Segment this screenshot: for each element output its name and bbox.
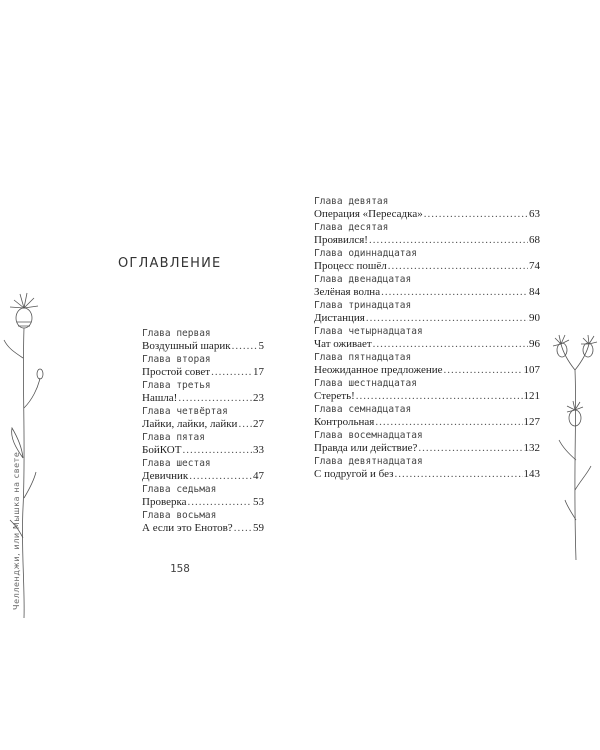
dot-leader <box>234 522 252 535</box>
dot-leader <box>182 444 252 457</box>
chapter-label: Глава девятнадцатая <box>314 456 423 467</box>
toc-entry[interactable] <box>314 378 540 404</box>
toc-entry[interactable] <box>314 352 540 378</box>
chapter-title: Операция «Пересадка» <box>314 208 423 220</box>
toc-entry[interactable] <box>314 222 540 248</box>
dot-leader <box>238 418 252 431</box>
chapter-title: Лайки, лайки, лайки <box>142 418 238 430</box>
page-number: 158 <box>170 562 190 575</box>
dot-leader <box>178 392 252 405</box>
page-ref: 47 <box>253 470 264 482</box>
chapter-label: Глава семнадцатая <box>314 404 412 415</box>
chapter-label: Глава одиннадцатая <box>314 248 417 259</box>
toc-entry[interactable] <box>142 406 264 432</box>
page-ref: 68 <box>529 234 540 246</box>
page-ref: 23 <box>253 392 264 404</box>
toc-entry[interactable] <box>314 456 540 482</box>
toc-entry[interactable] <box>142 510 264 536</box>
chapter-title: Зелёная волна <box>314 286 381 298</box>
chapter-label: Глава восемнадцатая <box>314 430 423 441</box>
dot-leader <box>366 312 528 325</box>
dot-leader <box>188 496 252 509</box>
chapter-title: Проверка <box>142 496 187 508</box>
page-ref: 63 <box>529 208 540 220</box>
chapter-title: Нашла! <box>142 392 178 404</box>
page-ref: 17 <box>253 366 264 378</box>
chapter-title: Стереть! <box>314 390 355 402</box>
toc-entry[interactable] <box>314 300 540 326</box>
toc-entry[interactable] <box>314 196 540 222</box>
chapter-title: Чат оживает <box>314 338 372 350</box>
vertical-caption: Челленджи, или Мышка на свете <box>12 451 21 610</box>
chapter-label: Глава пятнадцатая <box>314 352 412 363</box>
chapter-label: Глава восьмая <box>142 510 217 521</box>
page-ref: 59 <box>253 522 264 534</box>
page-ref: 127 <box>523 416 540 428</box>
page-ref: 96 <box>529 338 540 350</box>
chapter-title: Правда или действие? <box>314 442 418 454</box>
toc-entry[interactable] <box>142 328 264 354</box>
chapter-title: Неожиданное предложение <box>314 364 443 376</box>
chapter-label: Глава вторая <box>142 354 211 365</box>
page-ref: 27 <box>253 418 264 430</box>
toc-list-left <box>142 328 264 536</box>
dot-leader <box>373 338 528 351</box>
chapter-title: А если это Енотов? <box>142 522 233 534</box>
dot-leader <box>388 260 528 273</box>
toc-entry[interactable] <box>314 248 540 274</box>
chapter-title: Контрольная <box>314 416 375 428</box>
page-ref: 143 <box>523 468 540 480</box>
page-ref: 84 <box>529 286 540 298</box>
dot-leader <box>356 390 523 403</box>
dot-leader <box>189 470 252 483</box>
chapter-title: Процесс пошёл <box>314 260 387 272</box>
chapter-label: Глава двенадцатая <box>314 274 412 285</box>
chapter-label: Глава четвёртая <box>142 406 228 417</box>
chapter-title: Воздушный шарик <box>142 340 231 352</box>
chapter-label: Глава пятая <box>142 432 205 443</box>
chapter-label: Глава седьмая <box>142 484 217 495</box>
chapter-label: Глава шестая <box>142 458 211 469</box>
toc-entry[interactable] <box>142 458 264 484</box>
chapter-title: Простой совет <box>142 366 211 378</box>
dot-leader <box>375 416 522 429</box>
page-ref: 74 <box>529 260 540 272</box>
dot-leader <box>394 468 522 481</box>
toc-entry[interactable] <box>142 432 264 458</box>
page-ref: 5 <box>258 340 264 352</box>
toc-entry[interactable] <box>142 354 264 380</box>
toc-entry[interactable] <box>314 326 540 352</box>
toc-title: ОГЛАВЛЕНИЕ <box>118 256 222 271</box>
chapter-label: Глава тринадцатая <box>314 300 412 311</box>
chapter-title: С подругой и без <box>314 468 394 480</box>
page-ref: 107 <box>523 364 540 376</box>
dot-leader <box>369 234 528 247</box>
cornflower-bouquet-icon <box>551 330 599 560</box>
toc-entry[interactable] <box>142 484 264 510</box>
dot-leader <box>444 364 523 377</box>
chapter-label: Глава десятая <box>314 222 389 233</box>
chapter-label: Глава первая <box>142 328 211 339</box>
dot-leader <box>232 340 258 353</box>
toc-list-right <box>314 196 540 482</box>
chapter-title: Девичник <box>142 470 189 482</box>
page-ref: 33 <box>253 444 264 456</box>
page-ref: 53 <box>253 496 264 508</box>
chapter-title: Дистанция <box>314 312 365 324</box>
chapter-title: БойКОТ <box>142 444 182 456</box>
right-page <box>300 0 600 750</box>
toc-entry[interactable] <box>314 404 540 430</box>
chapter-label: Глава четырнадцатая <box>314 326 423 337</box>
dot-leader <box>381 286 528 299</box>
chapter-label: Глава третья <box>142 380 211 391</box>
page-ref: 121 <box>523 390 540 402</box>
chapter-label: Глава шестнадцатая <box>314 378 417 389</box>
chapter-label: Глава девятая <box>314 196 389 207</box>
toc-entry[interactable] <box>314 274 540 300</box>
chapter-title: Проявился! <box>314 234 368 246</box>
cornflower-sprig-icon <box>0 288 50 618</box>
toc-entry[interactable] <box>142 380 264 406</box>
toc-entry[interactable] <box>314 430 540 456</box>
dot-leader <box>424 208 528 221</box>
page-ref: 90 <box>529 312 540 324</box>
dot-leader <box>211 366 252 379</box>
page-ref: 132 <box>523 442 540 454</box>
dot-leader <box>418 442 522 455</box>
